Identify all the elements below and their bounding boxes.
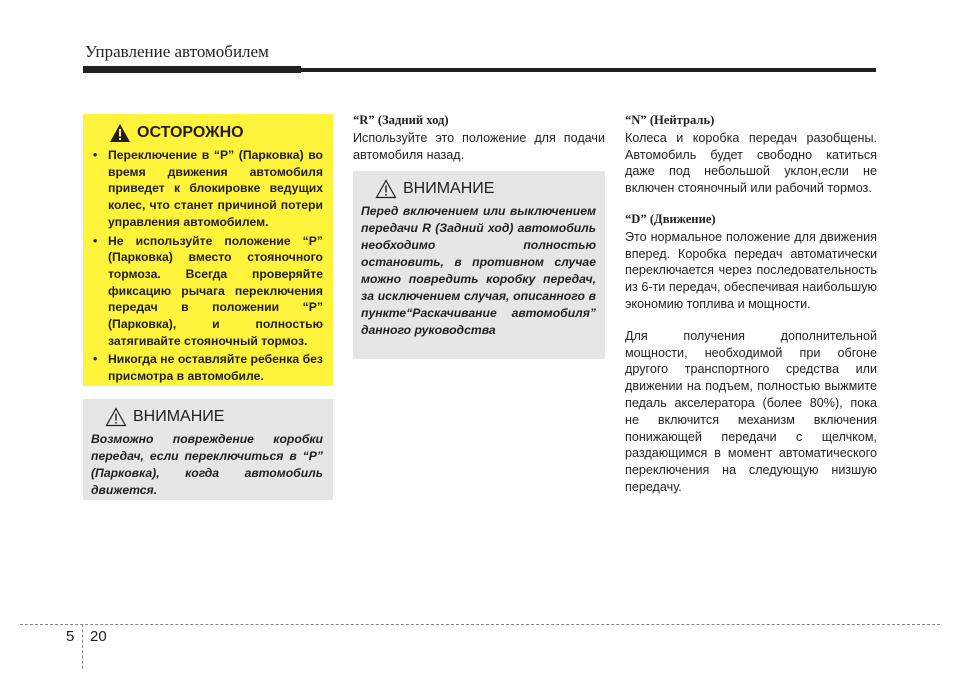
caution-triangle-icon	[375, 179, 397, 199]
caution-box-2-text: Перед включением или выключением передачи R (Задний ход) автомобиль необходимо полностью остановить, в противном случае можно повредить коробку передач, за исключением случая, описанного в пункте“Раскачивание автомобиля” данного руководства	[361, 204, 596, 337]
footer-divider	[82, 624, 83, 669]
spacer	[625, 313, 877, 327]
caution-box-2	[353, 171, 605, 359]
header-rule	[83, 68, 876, 72]
text-reverse: Используйте это положение для подачи автомобиля назад.	[353, 130, 605, 162]
text-neutral: Колеса и коробка передач разобщены. Автомобиль будет свободно катиться даже под небольшой уклон,если не включен стояночный или рабочий тормоз.	[625, 130, 877, 196]
warning-triangle-icon	[109, 123, 131, 143]
warning-item: • Никогда не оставляйте ребенка без присмотра в автомобиле.	[93, 351, 323, 384]
footer-rule	[20, 624, 940, 625]
warning-item: • Не используйте положение “P” (Парковка) вместо стояночного тормоза. Всегда проверяйте фиксацию рычага переключения передач в положении “P” (Парковка), и полностью затягивайте стояночный тормоз.	[93, 233, 323, 350]
warning-title-text: ОСТОРОЖНО	[137, 124, 244, 141]
caution-box-1-title	[105, 407, 323, 427]
page-header-title: Управление автомобилем	[85, 42, 269, 61]
text-drive: Это нормальное положение для движения вперед. Коробка передач автоматически переключается через последовательность из 6-ти передач, обеспечивая наибольшую экономию топлива и мощности.	[625, 229, 877, 311]
text-drive-extra: Для получения дополнительной мощности, необходимой при обгоне другого транспортного средства или движении на подъем, полностью выжмите педаль акселератора (более 80%), пока не включится механизм включения понижающей передачи с щелчком, раздающимся в момент автоматического переключения на следующую низшую передачу.	[625, 328, 877, 494]
caution-title-text: ВНИМАНИЕ	[133, 408, 225, 425]
caution-box-1-text: Возможно повреждение коробки передач, если переключиться в “P” (Парковка), когда автомобиль движется.	[91, 432, 323, 497]
column-2	[353, 112, 605, 163]
warning-box-title	[109, 123, 323, 143]
section-number: 5	[66, 628, 75, 645]
warning-list	[93, 147, 323, 385]
caution-box-1	[83, 399, 333, 500]
column-3	[625, 112, 877, 496]
warning-box	[83, 114, 333, 386]
caution-box-2-title	[375, 179, 596, 199]
heading-drive: “D” (Движение)	[625, 211, 716, 226]
page-number: 20	[90, 628, 107, 645]
header-rule-thick	[83, 66, 301, 73]
spacer	[625, 197, 877, 211]
caution-triangle-icon	[105, 407, 127, 427]
caution-title-text: ВНИМАНИЕ	[403, 180, 495, 197]
heading-neutral: “N” (Нейтраль)	[625, 113, 715, 127]
heading-reverse: “R” (Задний ход)	[353, 113, 449, 127]
warning-item: • Переключение в “P” (Парковка) во время движения автомобиля приведет к блокировке ведущих колес, что станет причиной потери управления автомобилем.	[93, 147, 323, 231]
